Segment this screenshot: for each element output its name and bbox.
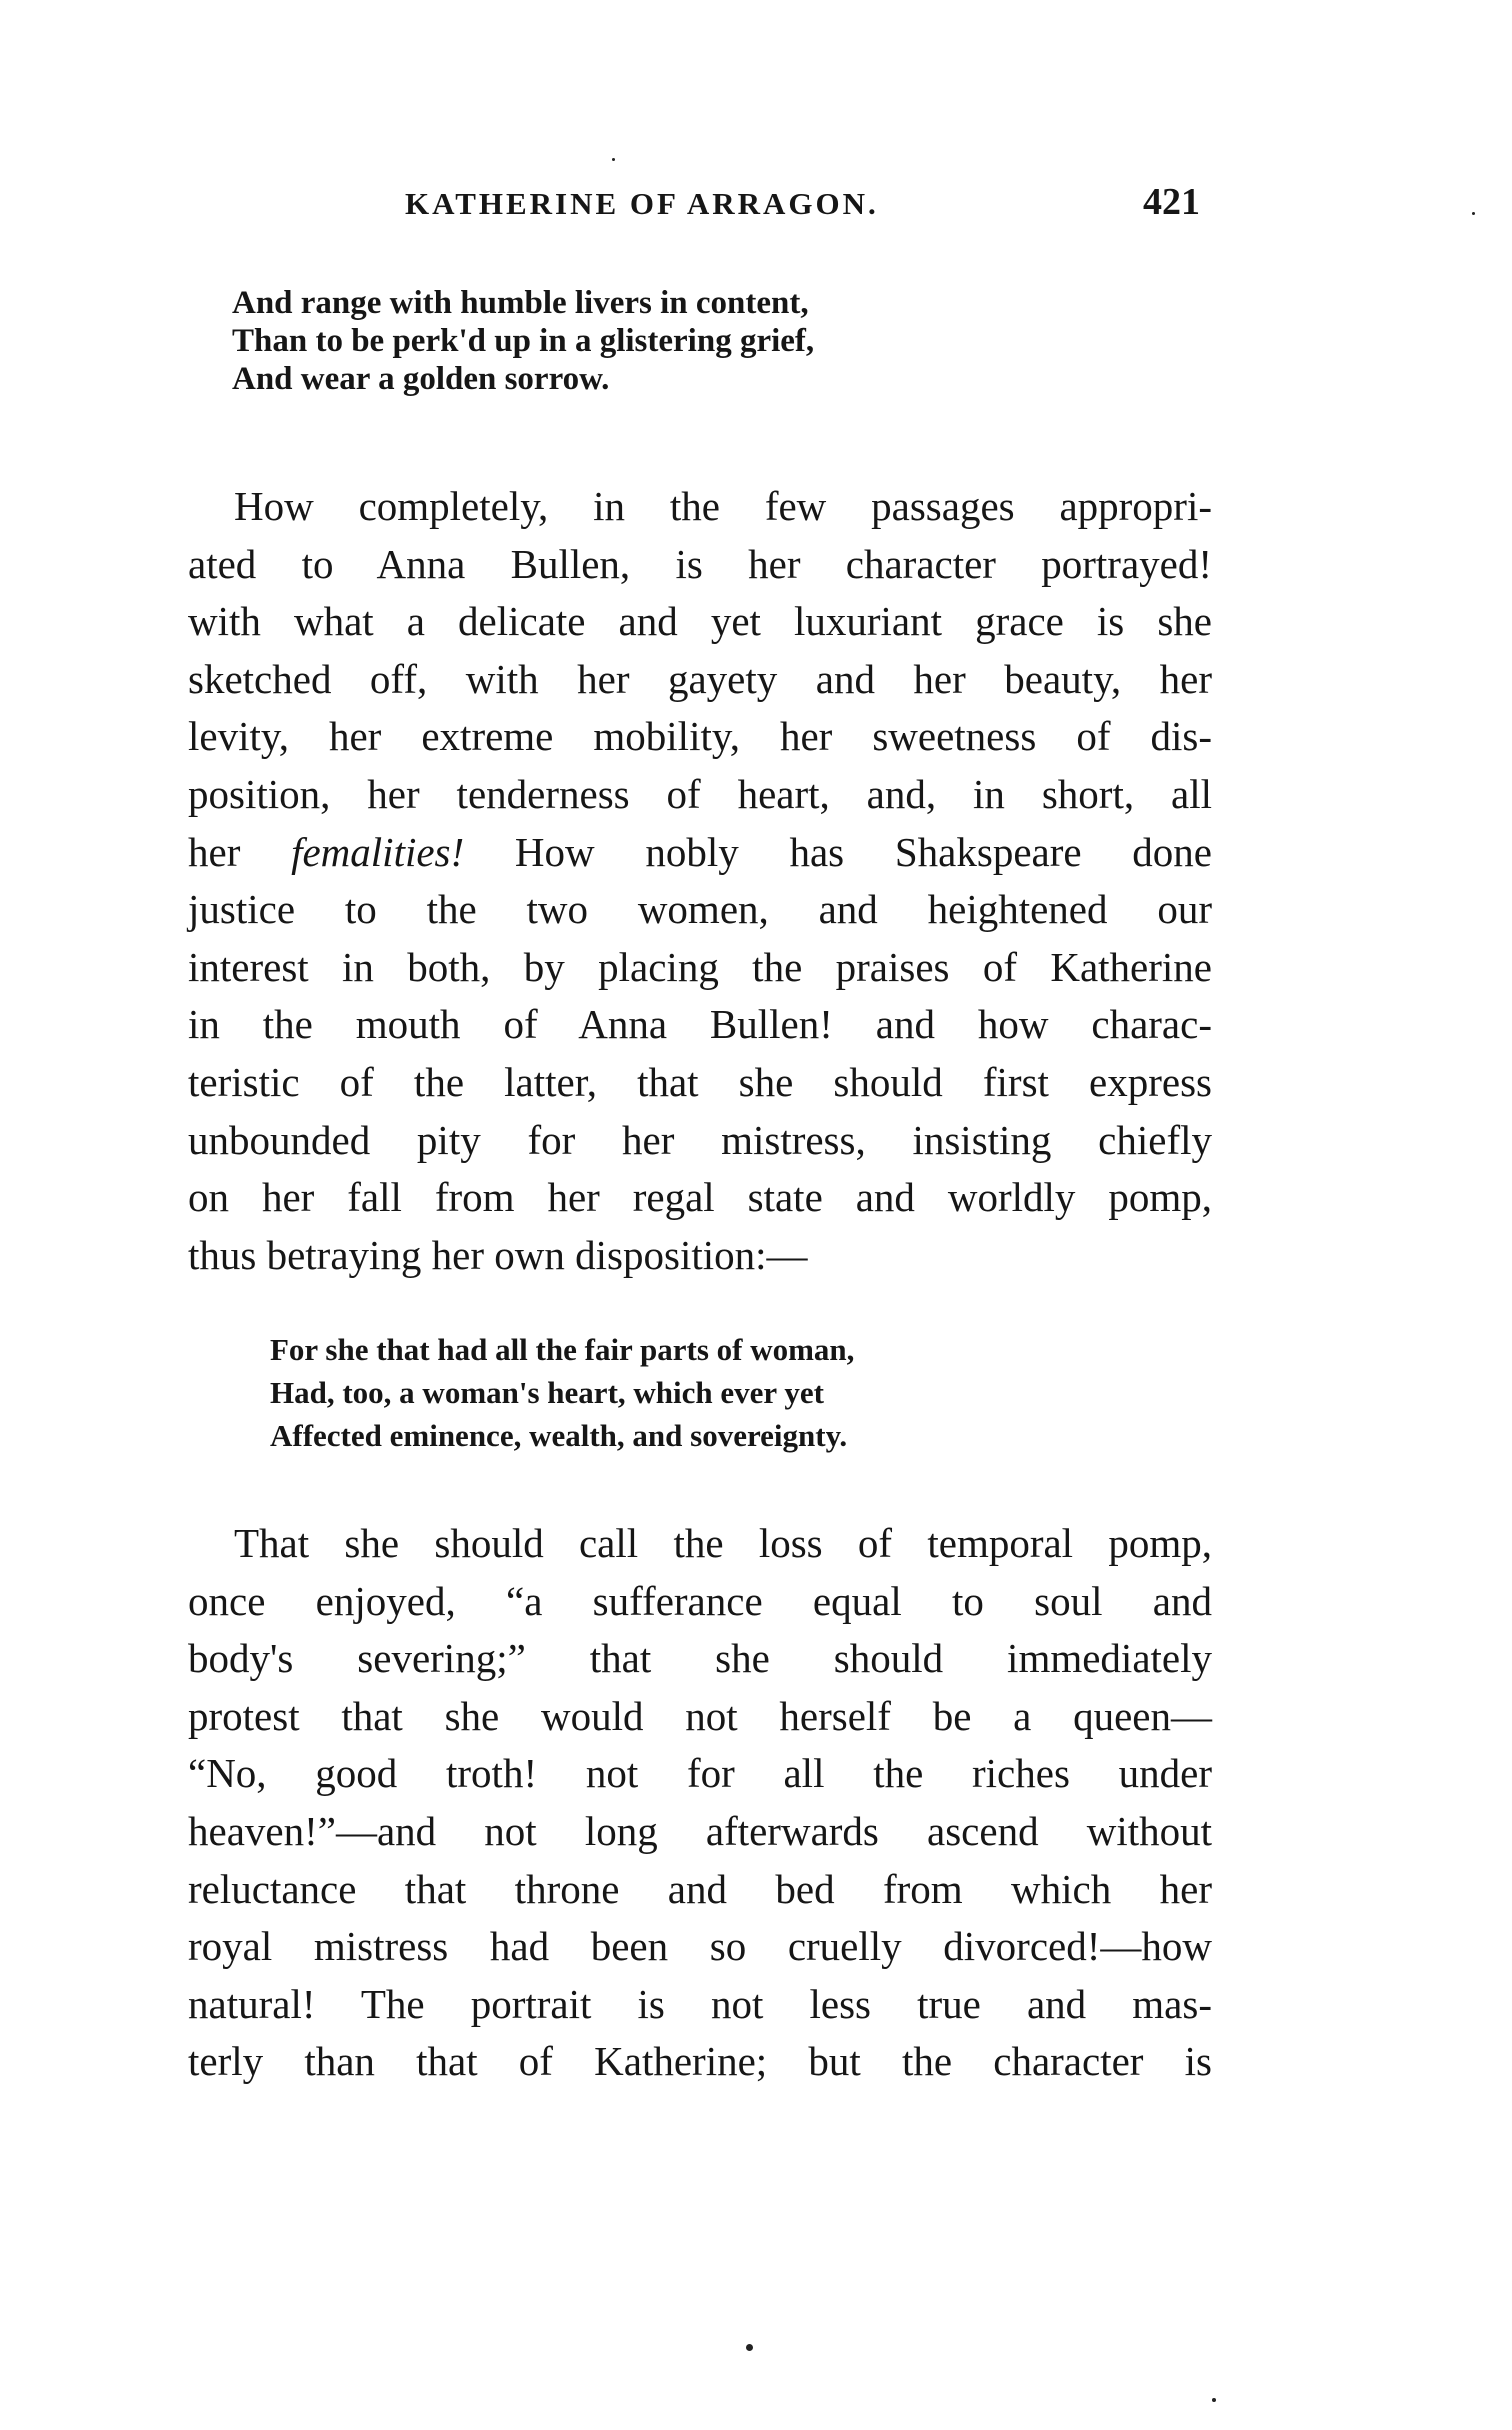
- verse-line: Than to be perk'd up in a glistering grief,: [232, 323, 815, 359]
- verse-line: Had, too, a woman's heart, which ever yet: [270, 1375, 824, 1410]
- paragraph-line: “No, good troth! not for all the riches under: [188, 1750, 1212, 1797]
- paragraph-line: natural! The portrait is not less true and mas-: [188, 1980, 1212, 2027]
- paragraph-line: teristic of the latter, that she should first express: [188, 1058, 1212, 1105]
- paragraph-line: thus betraying her own disposition:—: [188, 1231, 808, 1278]
- paragraph-line: levity, her extreme mobility, her sweetness of dis-: [188, 713, 1212, 760]
- paragraph-anna-bullen: [188, 478, 1212, 1284]
- ink-speck: [746, 2344, 753, 2351]
- page-number: 421: [1143, 181, 1200, 223]
- ink-speck: [612, 158, 615, 161]
- verse-line: For she that had all the fair parts of woman,: [270, 1332, 855, 1367]
- line-text: her: [188, 828, 292, 875]
- paragraph-line: sketched off, with her gayety and her beauty, her: [188, 655, 1212, 702]
- paragraph-line-with-italic: [188, 824, 1212, 882]
- ink-speck: [1212, 2398, 1216, 2402]
- running-title: KATHERINE OF ARRAGON.: [405, 186, 879, 221]
- line-text: How nobly has Shakspeare done: [464, 828, 1212, 875]
- italic-emphasis: femalities!: [291, 828, 465, 875]
- verse-quotation-top: [232, 284, 814, 398]
- paragraph-temporal-pomp: [188, 1515, 1212, 2091]
- paragraph-line: body's severing;” that she should immediately: [188, 1635, 1212, 1682]
- paragraph-line: heaven!”—and not long afterwards ascend without: [188, 1807, 1212, 1854]
- ink-speck: [1472, 212, 1475, 215]
- paragraph-line: with what a delicate and yet luxuriant grace is she: [188, 598, 1212, 645]
- verse-line: And wear a golden sorrow.: [232, 361, 610, 397]
- verse-quotation-middle: [270, 1328, 854, 1457]
- paragraph-line: unbounded pity for her mistress, insisting chiefly: [188, 1116, 1212, 1163]
- paragraph-line: ated to Anna Bullen, is her character portrayed!: [188, 540, 1212, 587]
- paragraph-line: on her fall from her regal state and worldly pomp,: [188, 1174, 1212, 1221]
- paragraph-line: royal mistress had been so cruelly divorced!—how: [188, 1923, 1212, 1970]
- paragraph-line: protest that she would not herself be a queen—: [188, 1692, 1212, 1739]
- paragraph-line: position, her tenderness of heart, and, in short, all: [188, 770, 1212, 817]
- paragraph-line: once enjoyed, “a sufferance equal to soul and: [188, 1577, 1212, 1624]
- paragraph-line: That she should call the loss of temporal pomp,: [234, 1520, 1212, 1566]
- paragraph-line: interest in both, by placing the praises of Katherine: [188, 943, 1212, 990]
- verse-line: And range with humble livers in content,: [232, 285, 809, 321]
- paragraph-line: reluctance that throne and bed from which her: [188, 1865, 1212, 1912]
- verse-line: Affected eminence, wealth, and sovereignty.: [270, 1418, 848, 1453]
- paragraph-line: How completely, in the few passages appropri-: [234, 483, 1212, 529]
- paragraph-line: in the mouth of Anna Bullen! and how charac-: [188, 1001, 1212, 1048]
- paragraph-line: justice to the two women, and heightened our: [188, 886, 1212, 933]
- page-header: [190, 181, 1220, 226]
- paragraph-line: terly than that of Katherine; but the character is: [188, 2038, 1212, 2085]
